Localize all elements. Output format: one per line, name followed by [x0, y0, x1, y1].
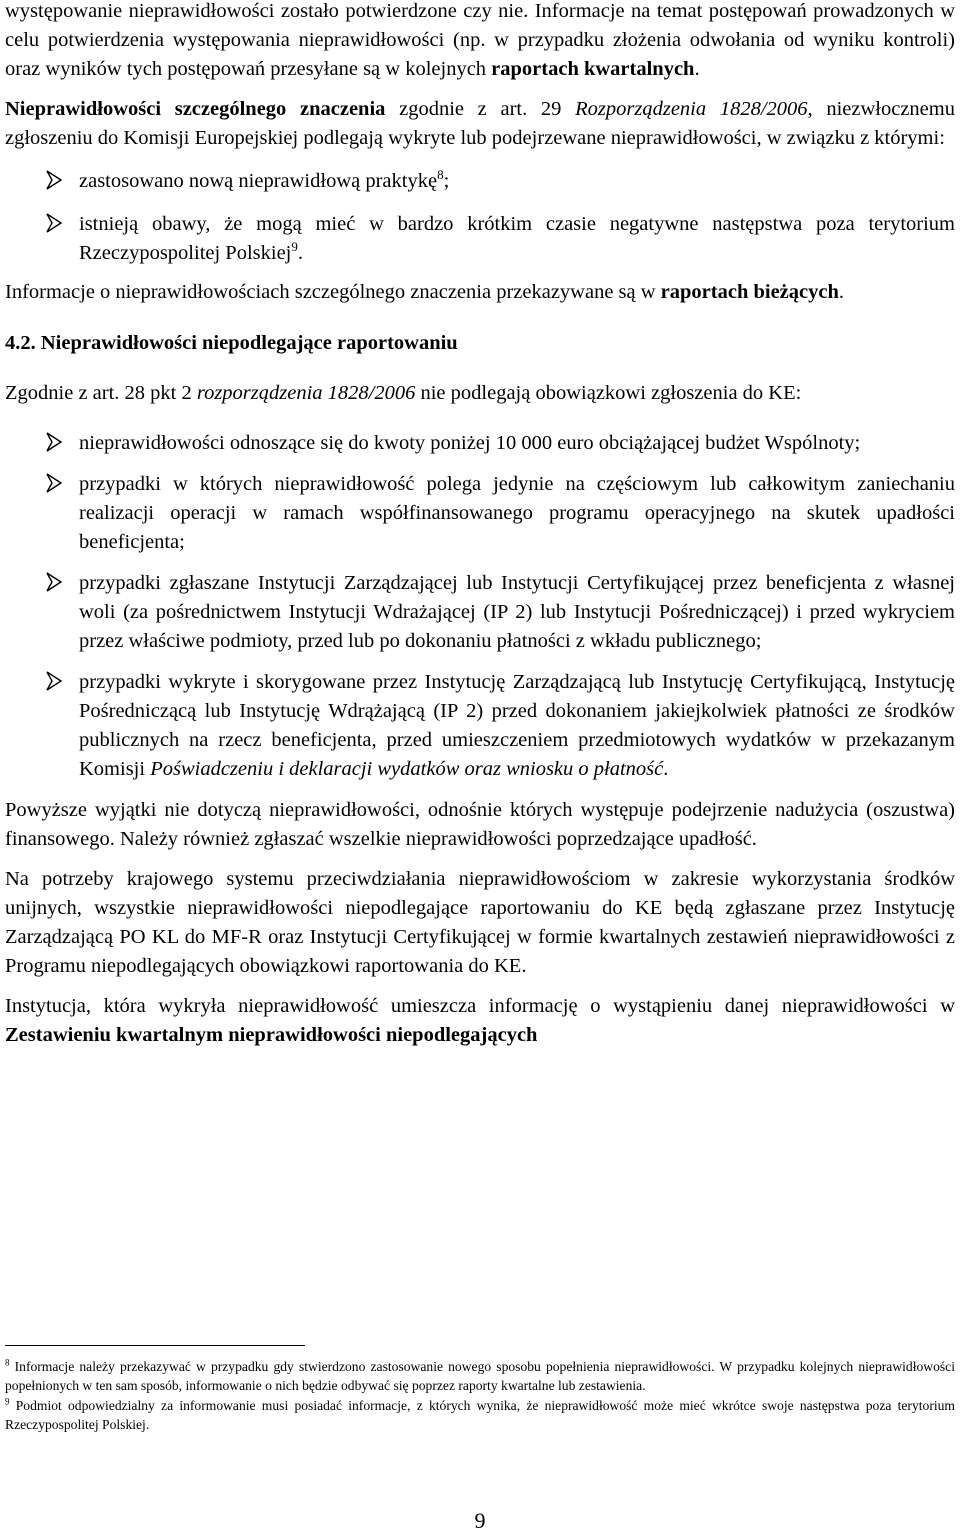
- paragraph-info-reports: Informacje o nieprawidłowościach szczególnego znaczenia przekazywane są w raportach bieżących.: [5, 281, 844, 303]
- list-item: istnieją obawy, że mogą mieć w bardzo krótkim czasie negatywne następstwa poza terytorium Rzeczypospolitej Polskiej$^9$.: [5, 210, 955, 268]
- arrowhead-bullet-icon: [45, 472, 63, 494]
- footnote-9: $^9$ Podmiot odpowiedzialny za informowanie musi posiadać informacje, z których wynika, że nieprawidłowość może mieć wkrótce swoje następstwa poza terytorium Rzeczypospolitej Polskiej.: [5, 1396, 955, 1432]
- italic-regulation: Rozporządzenia 1828/2006: [575, 98, 808, 120]
- list-item: nieprawidłowości odnoszące się do kwoty poniżej 10 000 euro obciążającej budżet Wspólnoty;: [5, 429, 955, 458]
- italic-declaration-title: Poświadczeniu i deklaracji wydatków oraz wniosku o płatność: [150, 758, 664, 780]
- page-number: 9: [474, 1508, 486, 1533]
- footnote-ref-9[interactable]: 9: [291, 239, 298, 255]
- bullet-list-exceptions: [5, 429, 955, 784]
- bullet-list-special: [5, 167, 955, 268]
- footnote-8: $^8$ Informacje należy przekazywać w przypadku gdy stwierdzono zastosowanie nowego sposobu popełnienia nieprawidłowości. W przypadku kolejnych nieprawidłowości popełnionych w ten sam sposób, informowanie o nich będzie odbywać się poprzez raporty kwartalne lub zestawienia.: [5, 1357, 955, 1394]
- list-item: przypadki zgłaszane Instytucji Zarządzającej lub Instytucji Certyfikującej przez beneficjenta z własnej woli (za pośrednictwem Instytucji Wdrażającej (IP 2) lub Instytucji Pośredniczącej) i przed wykryciem przez właściwe podmioty, przed lub po dokonaniu płatności z wkładu publicznego;: [5, 569, 955, 656]
- arrowhead-bullet-icon: [45, 169, 63, 191]
- list-item: przypadki w których nieprawidłowość polega jedynie na częściowym lub całkowitym zaniechaniu realizacji operacji w ramach współfinansowanego programu operacyjnego na skutek upadłości beneficjenta;: [5, 470, 955, 557]
- paragraph-instytucja: Instytucja, która wykryła nieprawidłowość umieszcza informację o wystąpieniu danej nieprawidłowości w Zestawieniu kwartalnym nieprawidłowości niepodlegających: [5, 995, 955, 1046]
- bold-raportach-biezacych: raportach bieżących: [660, 281, 839, 303]
- document-page: [5, 0, 955, 1050]
- paragraph-na-potrzeby: Na potrzeby krajowego systemu przeciwdziałania nieprawidłowościom w zakresie wykorzystania środków unijnych, wszystkie nieprawidłowości niepodlegające raportowaniu do KE będą zgłaszane przez Instytucję Zarządzającą PO KL do MF-R oraz Instytucji Certyfikującej w formie kwartalnych zestawień nieprawidłowości z Programu niepodlegających obowiązkowi raportowania do KE.: [5, 868, 955, 977]
- footnotes: [5, 1357, 955, 1434]
- section-heading-4-2: 4.2. Nieprawidłowości niepodlegające raportowaniu: [5, 332, 458, 354]
- arrowhead-bullet-icon: [45, 212, 63, 234]
- bold-raportach-kwartalnych: raportach kwartalnych: [491, 58, 695, 80]
- arrowhead-bullet-icon: [45, 431, 63, 453]
- list-item: przypadki wykryte i skorygowane przez Instytucję Zarządzającą lub Instytucję Certyfikującą, Instytucję Pośredniczącą lub Instytucję Wdrążającą (IP 2) przed dokonaniem jakiejkolwiek płatności ze środków publicznych na rzecz beneficjenta, przed umieszczeniem przedmiotowych wydatków w przekazanym Komisji Poświadczeniu i deklaracji wydatków oraz wniosku o płatność.: [5, 668, 955, 784]
- paragraph-intro: występowanie nieprawidłowości zostało potwierdzone czy nie. Informacje na temat postępowań prowadzonych w celu potwierdzenia występowania nieprawidłowości (np. w przypadku złożenia odwołania od wyniku kontroli) oraz wyników tych postępowań przesyłane są w kolejnych raportach kwartalnych.: [5, 0, 955, 80]
- footnote-separator: [5, 1345, 305, 1346]
- paragraph-powyzsze: Powyższe wyjątki nie dotyczą nieprawidłowości, odnośnie których występuje podejrzenie nadużycia (oszustwa) finansowego. Należy również zgłaszać wszelkie nieprawidłowości poprzedzające upadłość.: [5, 799, 955, 850]
- italic-regulation: rozporządzenia 1828/2006: [196, 382, 416, 404]
- paragraph-zgodnie: Zgodnie z art. 28 pkt 2 rozporządzenia 1828/2006 nie podlegają obowiązkowi zgłoszenia do KE:: [5, 382, 802, 404]
- arrowhead-bullet-icon: [45, 670, 63, 692]
- list-item: zastosowano nową nieprawidłową praktykę$^8$;: [5, 167, 955, 196]
- arrowhead-bullet-icon: [45, 571, 63, 593]
- bold-term-special: Nieprawidłowości szczególnego znaczenia: [5, 98, 386, 120]
- footnote-ref-8[interactable]: 8: [437, 167, 444, 183]
- paragraph-special-significance: Nieprawidłowości szczególnego znaczenia zgodnie z art. 29 Rozporządzenia 1828/2006, niezwłocznemu zgłoszeniu do Komisji Europejskiej podlegają wykryte lub podejrzewane nieprawidłowości, w związku z którymi:: [5, 98, 955, 149]
- bold-zestawienie-title: Zestawieniu kwartalnym nieprawidłowości niepodlegających: [5, 1024, 538, 1046]
